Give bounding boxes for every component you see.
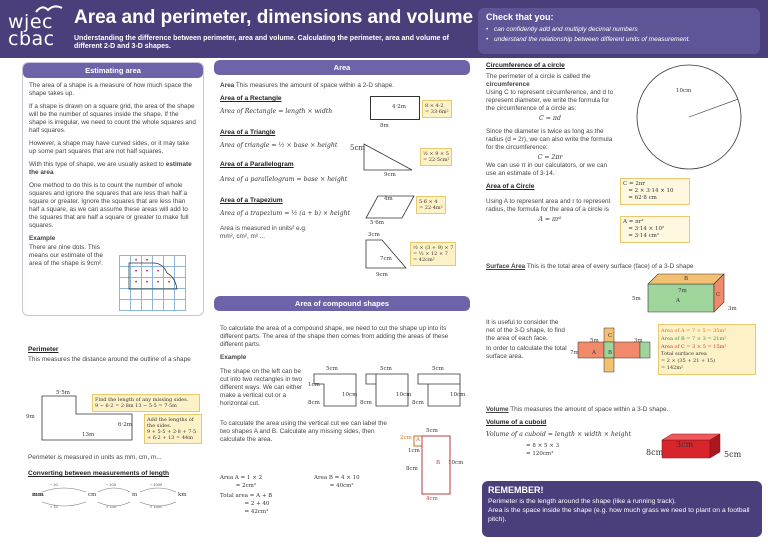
perimeter-label-left: 9m [26,414,35,420]
cuboid-3m: 3m [728,306,737,312]
compound-panel [214,296,470,528]
check-title: Check that you: [486,12,554,22]
para-calc: 5·6 × 4 = 22·4m² [416,196,446,214]
perimeter-note-1: Find the length of any missing sides. 9 − 6·2 = 2·8m 13 − 5·5 = 7·5m [92,394,200,412]
convert-row [28,482,198,512]
net-label-b: B [608,350,613,356]
cuboid-5m: 5m [632,296,641,302]
formula-area-circle: A = πr² [538,216,562,223]
estimating-p2: If a shape is drawn on a square grid, the area of the shape will be the number of squares inside the shape. If the shape is irregular, we need to count the whole squares and half squares. [29,103,196,134]
area-panel [214,60,470,290]
circle-diagram [624,62,754,172]
tri-calc: ½ × 9 × 5 = 22·5cm² [420,148,452,166]
page-title: Area and perimeter, dimensions and volume [74,7,474,28]
estimating-heading: Estimating area [23,63,203,78]
ab-dim-10cm: 10cm [448,460,464,466]
rect-calc: 8 × 4·2 = 33·6m² [422,100,452,118]
estimating-p3: However, a shape may have curved sides, or it may take up some part squares that are not half squares. [29,140,190,155]
compound-p3: To calculate the area using the vertical cut we can label the two shapes A and B. Calculate any missing sides, then calculate the area. [220,420,387,443]
surface-p1: It is useful to consider the net of the 3-D shape, to find the area of each face. [486,319,565,342]
trap-heading: Area of a Trapezium [220,197,283,204]
circumference-heading: Circumference of a circle [486,62,565,69]
area-heading: Area [214,60,470,75]
net-dim-7m: 7m [570,350,579,356]
net-dim-3m: 3m [634,338,643,344]
area-units: Area is measured in units² e.g. mm², cm², m² ... [220,225,307,240]
compound-p1: To calculate the area of a compound shape, we need to cut the shape up into its different parts. The area of the shape then comes from adding the areas of these different parts. [220,325,449,348]
volume-dim-5: 5cm [724,450,742,459]
remember-line-2: Area is the space inside the shape (e.g. how much grass we need to plant on a football pitch). [488,507,750,523]
volume-heading: Volume [486,406,509,413]
volume-formula: Volume of a cuboid = length × width × height [486,431,631,438]
rect-formula: Area of Rectangle = length × width [220,108,333,115]
remember-line-1: Perimeter is the length around the shape (like a running track). [488,498,677,505]
check-box [478,8,760,54]
rect-heading: Area of a Rectangle [220,95,282,102]
op-bottom-3: × 1000 [150,504,163,509]
dim-8cm-3: 8cm [412,400,424,406]
circle-p3: Since the diameter is twice as long as the radius (d = 2r), we can also write the formula for the circumference: [486,128,613,151]
para-heading: Area of a Parallelogram [220,161,294,168]
label-b: B [436,460,441,466]
cuboid-7m: 7m [678,288,687,294]
unit-km: km [178,492,187,498]
op-top-2: ÷ 100 [106,482,116,487]
net-dim-5m: 5m [590,338,599,344]
convert-arrows [28,486,198,508]
surface-net [576,326,656,386]
perimeter-heading: Perimeter [28,346,59,353]
surface-calcs [658,324,756,375]
dim-10cm-3: 10cm [450,392,466,398]
para-formula: Area of a parallelogram = base × height [220,176,348,183]
unit-cm: cm [88,492,97,498]
tri-heading: Area of a Triangle [220,129,276,136]
surface-p2: In order to calculate the total surface area. [486,345,567,360]
circle-area-calc: A = πr² = 3·14 × 10² = 3·14 cm² [620,216,690,243]
check-item: • can confidently add and multiply decimal numbers [486,25,752,35]
estimating-panel [22,62,204,316]
page-subtitle: Understanding the difference between perimeter, area and volume. Calculating the perimeter, area and volume of different 2-D and 3-D shapes. [74,35,449,50]
op-top-1: ÷ 10 [50,482,58,487]
estimating-p4 [29,161,197,177]
ab-dim-4cm: 4cm [426,496,438,502]
area-intro-text: This measures the amount of space within a 2-D shape. [235,82,394,89]
estimating-p4-bold: estimate the area [29,161,192,176]
dim-5cm-1: 5cm [326,366,338,372]
perimeter-note-2: Add the lengths of the sides. 9 + 5·5 + 2·8 + 7·5 + 6·2 + 13 = 44m [144,414,202,444]
circle-radius-label: 10cm [676,88,692,94]
calc-area-a: Area A = 1 × 2 = 2cm² [220,475,263,489]
ab-dim-8cm: 8cm [406,466,418,472]
example-text: There are nine dots. This means our estimate of the area of the shape is 9cm². [29,244,103,267]
trap-formula: Area of a trapezium = ½ (a + b) × height [220,210,351,217]
rect-length-label: 8m [380,123,389,129]
formula-c-pi-d: C = πd [539,115,561,122]
area-intro-bold: Area [220,82,235,89]
dim-10cm-2: 10cm [396,392,412,398]
calc-total: Total area = A + B = 2 + 40 = 42cm² [220,493,273,515]
tri-base-label: 9cm [384,172,396,178]
circle-p2: Using C to represent circumference, and d to represent diameter, we write the formula for the circumference of a circle as: [486,89,614,112]
surface-intro [486,263,754,271]
circle-p1-text: The perimeter of a circle is called the [486,73,591,80]
cuboid-volume-heading: Volume of a cuboid [486,419,547,426]
circle-area-heading: Area of a Circle [486,183,535,190]
tri-height-label: 5cm [350,144,366,152]
wjec-logo [8,6,64,52]
logo-line-2: cbac [8,28,55,50]
tri-formula: Area of triangle = ½ × base × height [220,142,338,149]
cuboid-face-c: C [716,292,721,298]
dim-5cm-2: 5cm [380,366,392,372]
surface-calc-c: Area of C = 3 × 5 = 15m² [661,344,727,350]
para-height-label: 4m [384,196,393,202]
trap-a-label: 3cm [368,232,380,238]
circle-p1-bold: circumference [486,81,530,88]
compound-example-heading: Example [220,354,247,361]
dim-5cm-3: 5cm [432,366,444,372]
label-a: A [416,437,420,443]
unit-m: m [132,492,138,498]
op-bottom-1: × 10 [50,504,58,509]
dim-8cm-1: 8cm [308,400,320,406]
example-heading: Example [29,235,56,242]
ab-dim-2cm: 2cm [400,435,412,441]
para-base-label: 5·6m [370,220,384,226]
trapezium-shape [362,238,408,270]
dim-8cm-2: 8cm [360,400,372,406]
compound-heading: Area of compound shapes [214,296,470,311]
circle-p5: Using A to represent area and r to represent radius, the formula for the area of a circle is [486,198,611,213]
volume-intro-text: This measures the amount of space within a 3-D shape. [510,406,669,413]
triangle-shape [360,142,416,172]
check-item: • understand the relationship between different units of measurement. [486,35,752,45]
cuboid-face-a: A [676,298,680,304]
surface-panel [480,258,760,398]
net-label-a: A [592,350,596,356]
trap-h-label: 7cm [380,256,392,262]
surface-heading: Surface Area [486,263,526,270]
formula-c-2pi-r: C = 2πr [537,154,563,161]
volume-dim-3: 3cm [676,440,694,449]
ab-dim-5cm: 5cm [426,428,438,434]
net-label-c: C [608,333,613,339]
estimate-shape [123,259,187,299]
calc-area-b: Area B = 4 × 10 = 40cm² [314,475,360,489]
estimating-p1: The area of a shape is a measure of how much space the shape takes up. [29,82,193,97]
volume-panel [480,402,760,478]
volume-intro [486,406,754,414]
unit-mm: mm [32,492,44,498]
circumference-calc: C = 2πr = 2 × 3·14 × 10 = 62·8 cm [620,178,690,205]
perimeter-label-mid: 6·2m [118,422,132,428]
circle-p4: We can use π in our calculators, or we can use an estimate of 3·14. [486,162,608,177]
volume-dim-8: 8cm [646,448,664,457]
trap-b-label: 9cm [376,272,388,278]
logo-line-1: wjec [8,11,53,33]
surface-calc-b: Area of B = 7 × 3 = 21m² [661,336,727,342]
dim-1cm-1: 1cm [308,382,320,388]
estimating-p4-text: With this type of shape, we are usually asked to [29,161,164,168]
volume-calc: = 8 × 5 × 3 = 120cm³ [526,443,560,457]
check-list [486,25,752,45]
trap-calc: ½ × (3 + 9) × 7 = ½ × 12 × 7 = 42cm² [410,242,456,266]
surface-intro-text: This is the total area of every surface (face) of a 3-D shape [526,263,694,270]
ab-dim-1cm: 1cm [408,448,420,454]
compound-p2: The shape on the left can be cut into two rectangles in two different ways. We can either make a vertical cut or a horizontal cut. [220,368,303,407]
area-intro [220,82,464,90]
estimating-p5: One method to do this is to count the number of whole squares and ignore the squares that are less than half a square or greater. Ignore the squares that are less than half a square, as we can assume these areas will add to the squares that are half a square or greater to make full squares. [29,182,189,229]
cuboid-face-b: B [684,276,689,282]
perimeter-units: Perimeter is measured in units as mm, cm, m... [28,454,162,461]
surface-calc-total: Total surface area = 2 × (35 + 21 + 15) = 142m² [661,351,716,371]
rect-width-label: 4·2m [392,104,406,110]
perimeter-label-top: 5·5m [56,390,70,396]
remember-title: REMEMBER! [488,485,544,495]
remember-box [482,481,762,537]
perimeter-label-bottom: 13m [82,432,95,438]
surface-calc-a: Area of A = 7 × 5 = 35m² [661,328,727,334]
logo-waves-icon [34,4,64,14]
op-bottom-2: × 100 [106,504,117,509]
circle-panel [480,58,760,254]
op-top-3: ÷ 1000 [150,482,163,487]
circle-p1 [486,73,614,89]
perimeter-panel [22,322,204,518]
perimeter-text: This measures the distance around the outline of a shape [28,356,191,363]
dim-10cm-1: 10cm [342,392,358,398]
convert-heading: Converting between measurements of length [28,470,170,477]
estimate-grid: • • • • • • • • • [119,255,186,311]
